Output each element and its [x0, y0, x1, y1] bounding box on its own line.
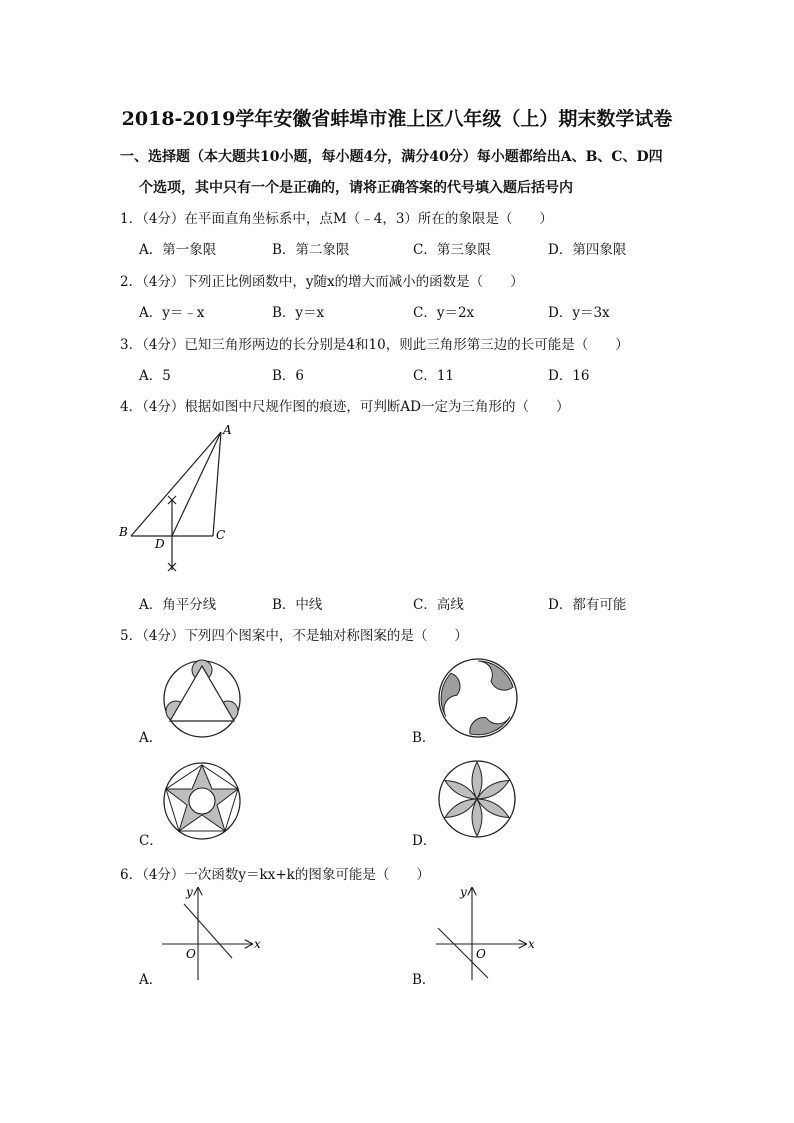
page-title: 2018-2019学年安徽省蚌埠市淮上区八年级（上）期末数学试卷: [121, 108, 673, 130]
label-a: A: [223, 423, 232, 437]
origin-label: O: [476, 947, 486, 961]
question-5-label-b: B．: [412, 730, 436, 746]
question-6-label-b: B．: [412, 972, 436, 988]
axis-y-label: y: [460, 885, 467, 899]
question-6-label-a: A．: [139, 972, 163, 988]
question-5-stem: 5．（4分）下列四个图案中，不是轴对称图案的是（ ）: [120, 628, 468, 644]
question-4-option-b: B．中线: [272, 597, 323, 613]
section-heading-line2: 个选项，其中只有一个是正确的，请将正确答案的代号填入题后括号内: [139, 180, 573, 196]
question-4-option-a: A．角平分线: [139, 597, 217, 613]
question-6-graph-b: [434, 884, 544, 984]
question-6-graph-a: [160, 884, 270, 984]
question-3-stem: 3．（4分）已知三角形两边的长分别是4和10，则此三角形第三边的长可能是（ ）: [120, 337, 629, 353]
origin-label: O: [186, 947, 196, 961]
question-2-option-d: D．y＝3x: [548, 305, 610, 321]
question-5-pattern-d: [437, 759, 517, 839]
question-4-stem: 4．（4分）根据如图中尺规作图的痕迹，可判断AD一定为三角形的（ ）: [120, 399, 570, 415]
question-4-option-d: D．都有可能: [548, 597, 627, 613]
question-2-option-b: B．y＝x: [272, 305, 325, 321]
question-5-label-c: C．: [139, 833, 163, 849]
question-5-label-d: D．: [412, 833, 437, 849]
segment-ba: [131, 432, 221, 536]
axis-y-label: y: [186, 885, 193, 899]
question-3-option-d: D．16: [548, 368, 590, 384]
question-4-option-c: C．高线: [413, 597, 464, 613]
question-3-option-a: A．5: [139, 368, 171, 384]
label-b: B: [119, 525, 128, 539]
question-1-option-d: D．第四象限: [548, 242, 627, 258]
question-3-option-c: C．11: [413, 368, 455, 384]
question-3-option-b: B．6: [272, 368, 305, 384]
label-d: D: [155, 537, 165, 551]
axis-x-label: x: [528, 937, 535, 951]
question-5-pattern-c: [162, 761, 242, 841]
question-1-option-c: C．第三象限: [413, 242, 491, 258]
question-5-label-a: A．: [139, 730, 163, 746]
section-heading-line1: 一、选择题（本大题共10小题，每小题4分，满分40分）每小题都给出A、B、C、D四: [120, 149, 663, 165]
question-4-triangle-figure: [115, 420, 245, 580]
question-6-stem: 6．（4分）一次函数y＝kx+k的图象可能是（ ）: [120, 867, 430, 883]
question-1-option-b: B．第二象限: [272, 242, 350, 258]
question-1-stem: 1．（4分）在平面直角坐标系中，点M（﹣4，3）所在的象限是（ ）: [120, 211, 553, 227]
question-2-option-a: A．y＝﹣x: [139, 305, 205, 321]
question-2-stem: 2．（4分）下列正比例函数中，y随x的增大而减小的函数是（ ）: [120, 274, 524, 290]
question-1-option-a: A．第一象限: [139, 242, 217, 258]
label-c: C: [216, 528, 226, 542]
question-2-option-c: C．y＝2x: [413, 305, 475, 321]
question-5-pattern-b: [437, 657, 519, 739]
question-5-pattern-a: [162, 659, 242, 739]
axis-x-label: x: [254, 937, 261, 951]
